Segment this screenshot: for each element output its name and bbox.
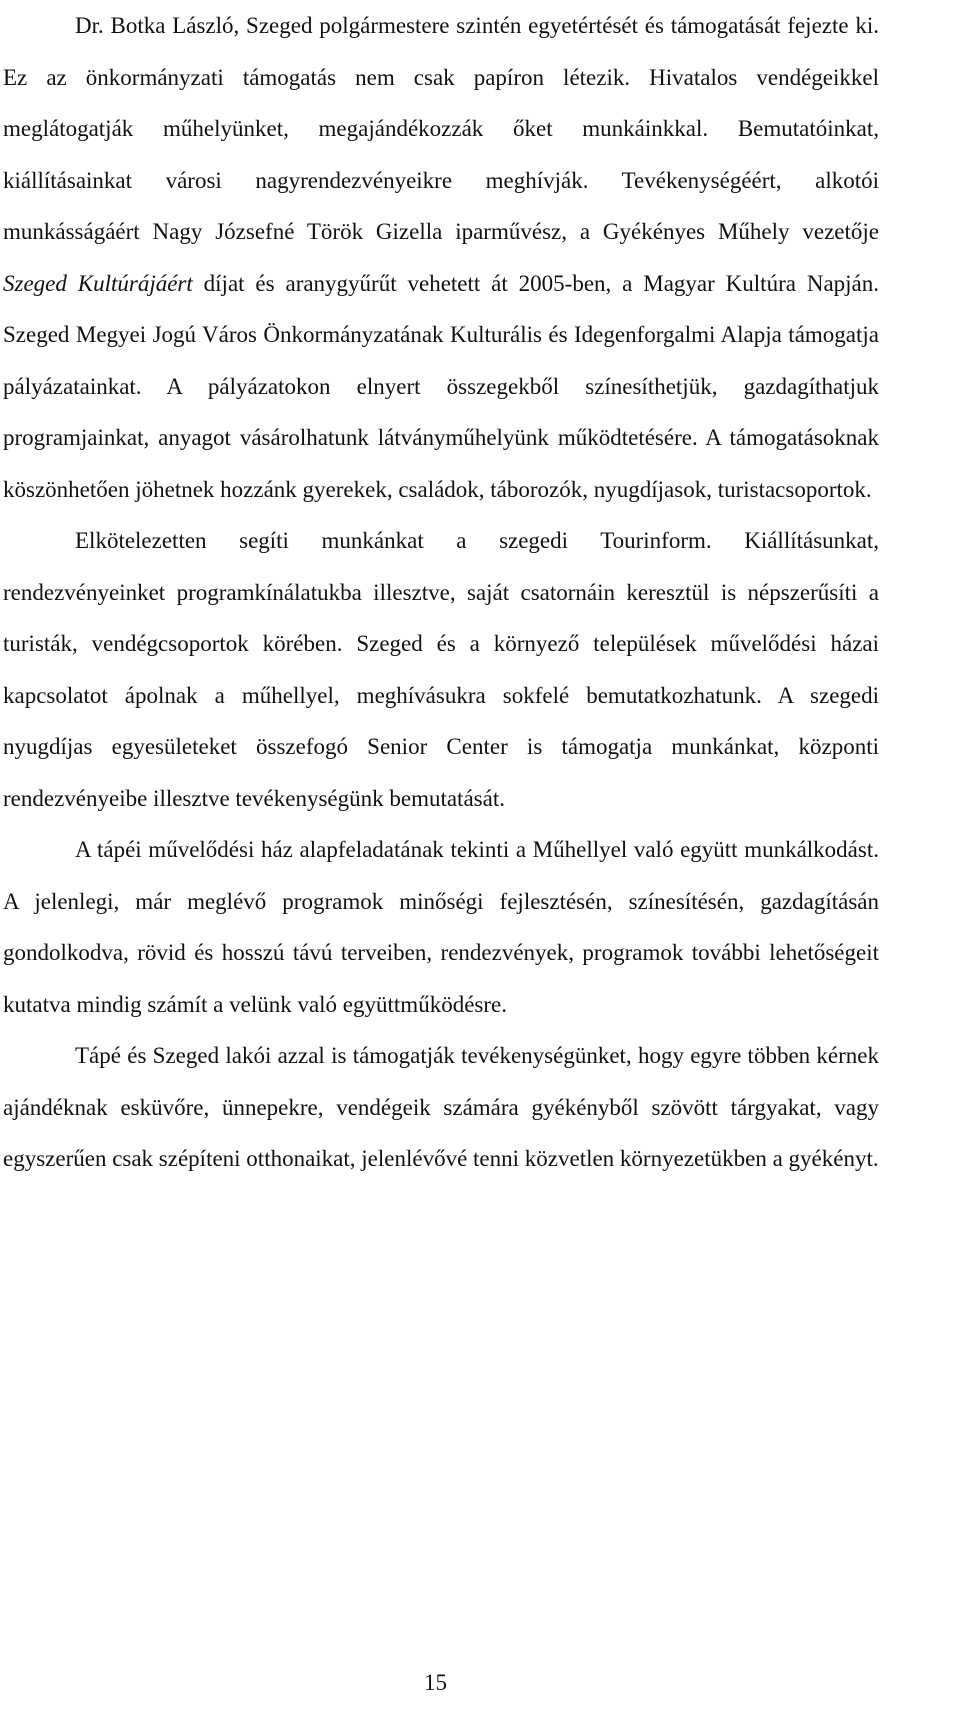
paragraph-4: Tápé és Szeged lakói azzal is támogatják tevékenységünket, hogy egyre többen kérnek ajándéknak esküvőre, ünnepekre, vendégeik számára gyékényből szövött tárgyakat, vagy egyszerűen csak szépíteni otthonaikat, jelenlévővé tenni közvetlen környezetükben a gyékényt. <box>3 1043 879 1171</box>
paragraph-1 <box>3 0 879 515</box>
paragraph-3: A tápéi művelődési ház alapfeladatának tekinti a Műhellyel való együtt munkálkodást. A jelenlegi, már meglévő programok minőségi fejlesztésén, színesítésén, gazdagításán gondolkodva, rövid és hosszú távú terveiben, rendezvények, programok további lehetőségeit kutatva mindig számít a velünk való együttműködésre. <box>3 837 879 1017</box>
paragraph-2: Elkötelezetten segíti munkánkat a szegedi Tourinform. Kiállításunkat, rendezvényeinket programkínálatukba illesztve, saját csatornáin keresztül is népszerűsíti a turisták, vendégcsoportok körében. Szeged és a környező települések művelődési házai kapcsolatot ápolnak a műhellyel, meghívásukra sokfelé bemutatkozhatunk. A szegedi nyugdíjas egyesületeket összefogó Senior Center is támogatja munkánkat, központi rendezvényeibe illesztve tevékenységünk bemutatását. <box>3 528 879 811</box>
award-name: Szeged Kultúrájáért <box>3 270 193 296</box>
paragraph-1-part-a: fejezte ki. Ez az önkormányzati támogatás nem csak papíron létezik. Hivatalos vendégeikkel meglátogatják műhelyünket, megajándékozzák őket munkáinkkal. Bemutatóinkat, kiállításainkat városi nagyrendezvényeikre meghívják. Tevékenységéért, alkotói munkásságáért Nagy Józsefné Török Gizella iparművész, a Gyékényes Műhely vezetője <box>3 13 879 244</box>
document-body <box>3 0 879 1185</box>
paragraph-1-lead: Dr. Botka László, Szeged polgármestere szintén egyetértését és támogatását <box>75 13 781 38</box>
page-number: 15 <box>424 1670 447 1695</box>
paragraph-1-part-b: díjat és aranygyűrűt vehetett át 2005-ben, a Magyar Kultúra Napján. Szeged Megyei Jogú Város Önkormányzatának Kulturális és Idegenforgalmi Alapja támogatja pályázatainkat. A pályázatokon elnyert összegekből színesíthetjük, gazdagíthatjuk programjainkat, anyagot vásárolhatunk látványműhelyünk működtetésére. A támogatásoknak köszönhetően jöhetnek hozzánk gyerekek, családok, táborozók, nyugdíjasok, turistacsoportok. <box>3 270 879 502</box>
